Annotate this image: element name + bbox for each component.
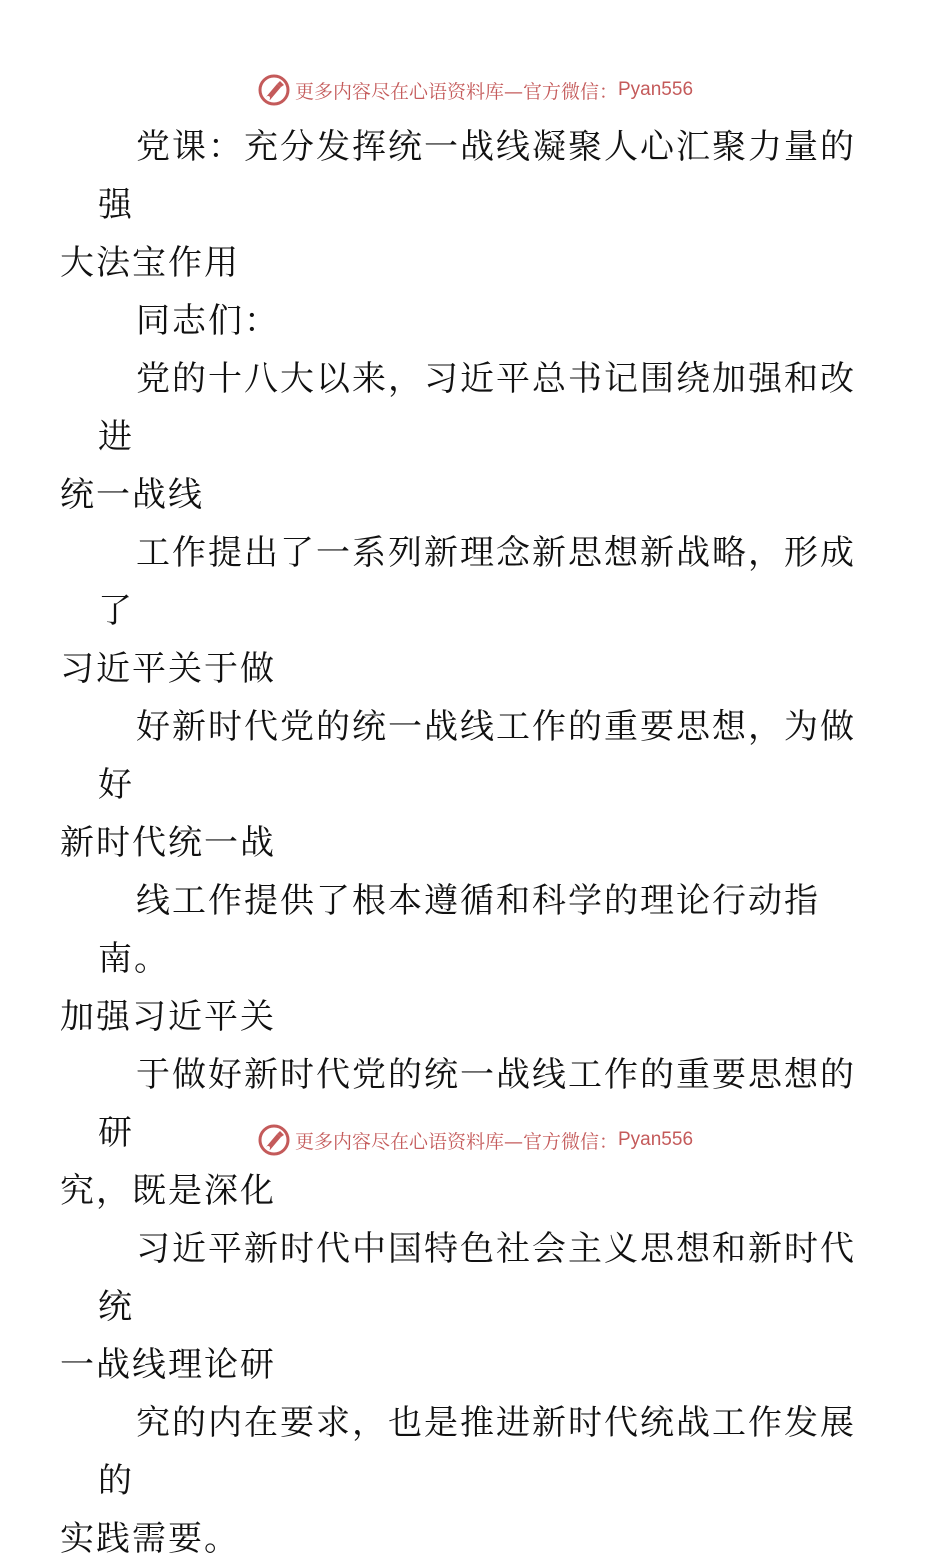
text-line: 于做好新时代党的统一战线工作的重要思想的研: [98, 1055, 856, 1153]
watermark-text: 更多内容尽在心语资料库—官方微信：: [294, 1130, 618, 1153]
text-line: 大法宝作用: [60, 243, 240, 283]
paragraph: [60, 872, 858, 1046]
paragraph: [60, 350, 858, 524]
watermark-wechat-id: Pyan556: [618, 79, 694, 100]
header-watermark: [0, 70, 950, 110]
text-line: 一战线理论研: [60, 1345, 276, 1385]
pen-logo-icon: [257, 73, 291, 107]
text-line: 好新时代党的统一战线工作的重要思想，为做好: [98, 707, 856, 805]
text-line: 习近平关于做: [60, 649, 276, 689]
text-line: 习近平新时代中国特色社会主义思想和新时代统: [98, 1229, 856, 1327]
text-line: 究的内在要求，也是推进新时代统战工作发展的: [98, 1403, 856, 1501]
text-line: 统一战线: [60, 475, 204, 515]
paragraph: [98, 292, 858, 350]
text-line: 工作提出了一系列新理念新思想新战略，形成了: [98, 533, 856, 631]
paragraph: [60, 1394, 858, 1568]
pen-logo-icon: [257, 1123, 291, 1157]
text-line: 党的十八大以来，习近平总书记围绕加强和改进: [98, 359, 856, 457]
footer-watermark: [0, 1120, 950, 1160]
paragraph: [60, 524, 858, 698]
paragraph: [60, 1220, 858, 1394]
text-line: 同志们：: [136, 301, 280, 341]
text-line: 新时代统一战: [60, 823, 276, 863]
text-line: 实践需要。: [60, 1519, 240, 1559]
paragraph: [60, 118, 858, 292]
text-line: 加强习近平关: [60, 997, 276, 1037]
watermark-text: 更多内容尽在心语资料库—官方微信：: [294, 80, 618, 103]
text-line: 究，既是深化: [60, 1171, 276, 1211]
text-line: 党课：充分发挥统一战线凝聚人心汇聚力量的强: [98, 127, 856, 225]
document-body: [60, 118, 858, 1568]
paragraph: [60, 698, 858, 872]
text-line: 线工作提供了根本遵循和科学的理论行动指南。: [98, 881, 820, 979]
watermark-wechat-id: Pyan556: [618, 1129, 694, 1150]
